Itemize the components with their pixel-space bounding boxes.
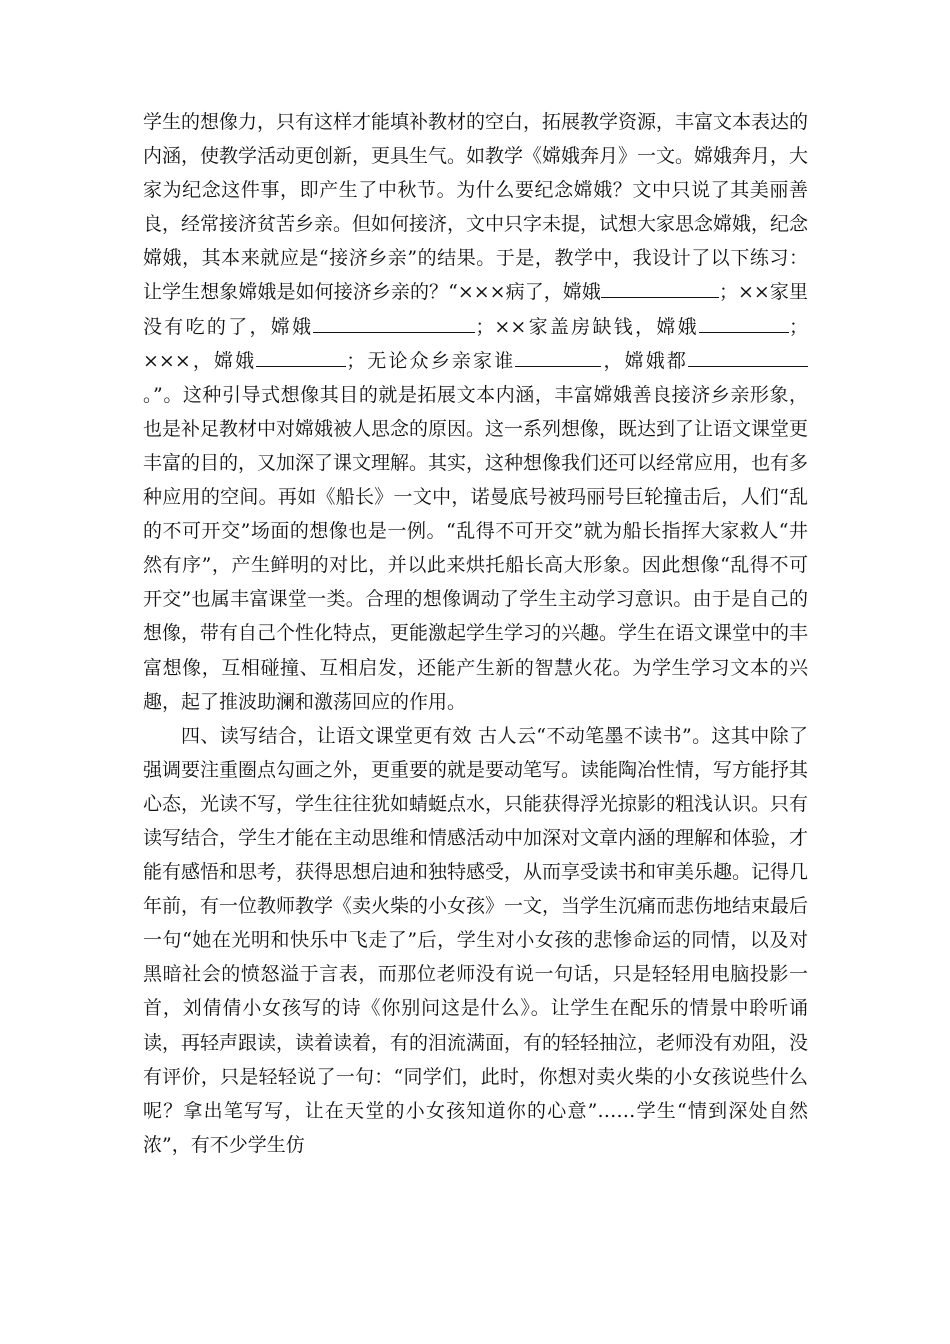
paragraph-text: ；×××，嫦娥: [143, 315, 808, 372]
paragraph-text: ，嫦娥都: [601, 349, 688, 372]
paragraph-text: ；无论众乡亲家谁: [346, 349, 516, 372]
fill-blank-3: [699, 314, 789, 333]
paragraph-text: 。”。这种引导式想像其目的就是拓展文本内涵，丰富嫦娥善良接济乡亲形象，也是补足教材中对嫦娥被人思念的原因。这一系列想像，既达到了让语文课堂更丰富的目的，又加深了课文理解。其实，这种想像我们还可以经常应用，也有多种应用的空间。再如《船长》一文中，诺曼底号被玛丽号巨轮撞击后，人们“乱的不可开交”场面的想像也是一例。“乱得不可开交”就为船长指挥大家救人“井然有序”，产生鲜明的对比，并以此来烘托船长高大形象。因此想像“乱得不可开交”也属丰富课堂一类。合理的想像调动了学生主动学习意识。由于是自己的想像，带有自己个性化特点，更能激起学生学习的兴趣。学生在语文课堂中的丰富想像，互相碰撞、互相启发，还能产生新的智慧火花。为学生学习文本的兴趣，起了推波助澜和激荡回应的作用。: [143, 383, 809, 713]
paragraph-text: ；××家里没有吃的了，嫦娥: [143, 281, 808, 338]
fill-blank-2: [313, 314, 475, 333]
fill-blank-1: [601, 279, 719, 298]
fill-blank-6: [688, 348, 808, 367]
document-page: [143, 105, 808, 1162]
fill-blank-4: [256, 348, 346, 367]
fill-blank-5: [515, 348, 601, 367]
paragraph-imagination: [143, 105, 808, 719]
paragraph-text: ；××家盖房缺钱，嫦娥: [475, 315, 699, 338]
paragraph-text: 学生的想像力，只有这样才能填补教材的空白，拓展教学资源，丰富文本表达的内涵，使教学活动更创新，更具生气。如教学《嫦娥奔月》一文。嫦娥奔月，大家为纪念这件事，即产生了中秋节。为什么要纪念嫦娥？文中只说了其美丽善良，经常接济贫苦乡亲。但如何接济，文中只字未提，试想大家思念嫦娥，纪念嫦娥，其本来就应是“接济乡亲”的结果。于是，教学中，我设计了以下练习：让学生想象嫦娥是如何接济乡亲的？“×××病了，嫦娥: [143, 111, 809, 304]
paragraph-reading-writing: 四、读写结合，让语文课堂更有效 古人云“不动笔墨不读书”。这其中除了强调要注重圈点勾画之外，更重要的就是要动笔写。读能陶冶性情，写方能抒其心态，光读不写，学生往往犹如蜻蜓点水，只能获得浮光掠影的粗浅认识。只有读写结合，学生才能在主动思维和情感活动中加深对文章内涵的理解和体验，才能有感悟和思考，获得思想启迪和独特感受，从而享受读书和审美乐趣。记得几年前，有一位教师教学《卖火柴的小女孩》一文，当学生沉痛而悲伤地结束最后一句“她在光明和快乐中飞走了”后，学生对小女孩的悲惨命运的同情，以及对黑暗社会的愤怒溢于言表，而那位老师没有说一句话，只是轻轻用电脑投影一首，刘倩倩小女孩写的诗《你别问这是什么》。让学生在配乐的情景中聆听诵读，再轻声跟读，读着读着，有的泪流满面，有的轻轻抽泣，老师没有劝阻，没有评价，只是轻轻说了一句：“同学们，此时，你想对卖火柴的小女孩说些什么呢？拿出笔写写，让在天堂的小女孩知道你的心意”……学生“情到深处自然浓”，有不少学生仿: [143, 724, 809, 1156]
